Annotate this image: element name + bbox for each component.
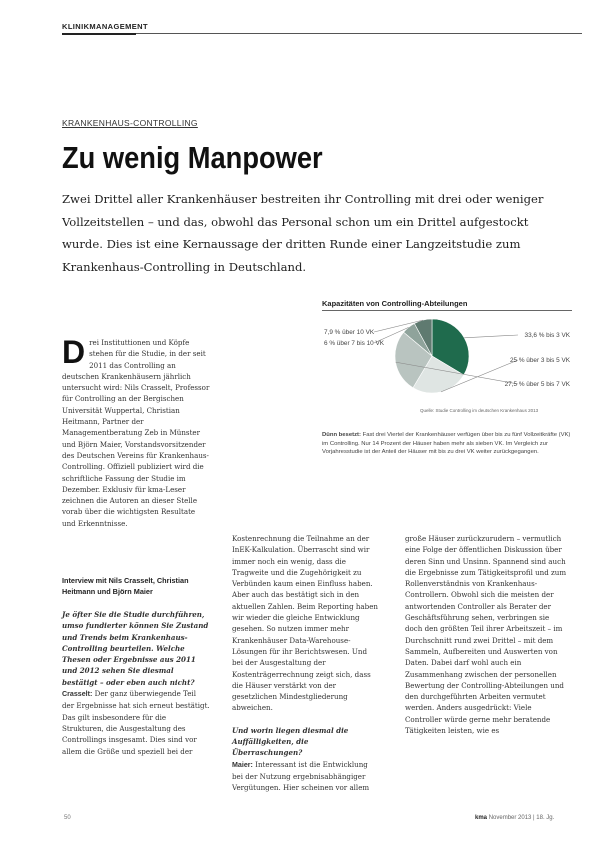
answer-1-text: Der ganz überwiegende Teil der Ergebnisse hat sich erneut bestätigt. Das gilt insbesondere für die Strukturen, die Ausgestaltung des Controllings insgesamt. Dies sind vor allem die Größe und speziell bei der (62, 689, 210, 756)
column-2 (232, 533, 380, 794)
drop-cap: D (62, 334, 86, 370)
article-kicker: KRANKENHAUS-CONTROLLING (62, 118, 198, 128)
intro-text: rei Instituttionen und Köpfe stehen für die Studie, in der seit 2011 das Controlling an deutschen Krankenhäusern jährlich untersucht wird: Nils Crasselt, Professor für Controlling an der Bergischen Universität Wuppertal, Christian Heitmann, Partner der Managementberatung Zeb in Münster und Björn Maier, Vorstandsvorsitzender des Deutschen Vereins für Krankenhaus-Controlling. Offiziell publiziert wird die schriftliche Fassung der Studie im Dezember. Exklusiv für kma-Leser zeichnen die Autoren an dieser Stelle vorab über die wichtigsten Resultate und Erkenntnisse. (62, 338, 210, 528)
question-1: Je öfter Sie die Studie durchführen, umso fundierter können Sie Zustand und Trends beim Krankenhaus-Controlling beurteilen. Welche Thesen oder Ergebnisse aus 2011 und 2012 sehen Sie diesmal bestätigt – oder eben auch nicht? (62, 610, 209, 687)
pie-chart (322, 318, 574, 408)
chart-rule (322, 310, 572, 311)
journal-footer (475, 815, 554, 821)
slice-label-3: 27,5 % über 5 bis 7 VK (504, 381, 570, 388)
column-3-paragraph: große Häuser zurückzurudern – vermutlich eine Folge der öffentlichen Diskussion über deren Sinn und Unsinn. Spannend sind auch die Ergebnisse zum Tätigkeitsprofil und zum Rollenverständnis von Krankenhaus-Controllern. Obwohl sich die meisten der antwortenden Controller als Berater der Geschäftsführung sehen, verbringen sie doch den größten Teil ihrer Arbeitszeit – im Durchschnitt rund zwei Drittel – mit dem Sammeln, Aufbereiten und Auswerten von Daten. Dabei darf wohl auch ein Zusammenhang zwischen der personellen Bewertung der Controlling-Abteilungen und den durchgeführten Arbeiten vermutet werden. Anders ausgedrückt: Viele Controller würde gerne mehr beratende Tätigkeiten leisten, wie es (405, 534, 567, 736)
journal-issue: November 2013 | 18. Jg. (488, 815, 555, 821)
intro-paragraph (62, 334, 210, 529)
slice-label-5: 7,9 % über 10 VK (324, 329, 375, 336)
chart-title: Kapazitäten von Controlling-Abteilungen (322, 299, 468, 308)
interview-block (62, 609, 210, 757)
chart-source: Quelle: Studie Controlling im deutschen Krankenhaus 2013 (420, 408, 539, 413)
slice-label-1: 33,6 % bis 3 VK (524, 332, 570, 339)
leader-line-1 (464, 335, 518, 338)
header-rule-dark (62, 33, 136, 35)
caption-text: Fast drei Viertel der Krankenhäuser verfügen über bis zu fünf Vollzeitkräfte (VK) im Controlling. Nur 14 Prozent der Häuser haben mehr als sieben VK. Im Vergleich zur Vorjahresstudie ist der Anteil der Häuser mit bis zu drei VK weiter zurückgegangen. (322, 432, 571, 456)
caption-lead: Dünn besetzt: (322, 432, 361, 438)
answer-2-text: Interessant ist die Entwicklung bei der Nutzung ergebnisabhängiger Vergütungen. Hier scheinen vor allem (232, 759, 370, 793)
interview-heading: Interview mit Nils Crasselt, Christian Heitmann und Björn Maier (62, 576, 189, 596)
header-rule (62, 33, 582, 34)
chart-caption (322, 431, 574, 457)
answer-2 (232, 759, 380, 794)
answer-1-speaker: Crasselt: (62, 690, 93, 699)
answer-2-speaker: Maier: (232, 760, 253, 769)
slice-label-2: 25 % über 3 bis 5 VK (509, 357, 570, 364)
slice-label-4: 6 % über 7 bis 10 VK (324, 340, 385, 347)
page-number: 50 (64, 815, 71, 821)
article-title: Zu wenig Manpower (62, 140, 323, 175)
question-2: Und worin liegen diesmal die Auffälligkeiten, die Überraschungen? (232, 725, 349, 758)
answer-1 (62, 688, 210, 757)
article-lead: Zwei Drittel aller Krankenhäuser bestreiten ihr Controlling mit drei oder weniger Vollzeitstellen – und das, obwohl das Personal schon um ein Drittel aufgestockt wurde. Dies ist eine Kernaussage der dritten Runde einer Langzeitstudie zum Krankenhaus-Controlling in Deutschland. (62, 192, 544, 274)
journal-name: kma (475, 815, 488, 821)
section-label: KLINIKMANAGEMENT (62, 22, 148, 31)
column-2-paragraph: Kostenrechnung die Teilnahme an der InEK-Kalkulation. Überrascht sind wir immer noch ein wenig, dass die Tragweite und die Zugehörigkeit zu Verbünden kaum einen Einfluss haben. Aber auch das bestätigt sich in den aktuellen Zahlen. Beim Reporting haben wir wieder die gleiche Entwicklung gesehen. So nutzen immer mehr Krankenhäuser Data-Warehouse-Lösungen für ihr Berichtswesen. Und bei der Ausgestaltung der Kostenträgerrechnung zeigt sich, dass die Häuser verstärkt von der gesetzlichen Mindestgliederung abweichen. (232, 534, 378, 713)
